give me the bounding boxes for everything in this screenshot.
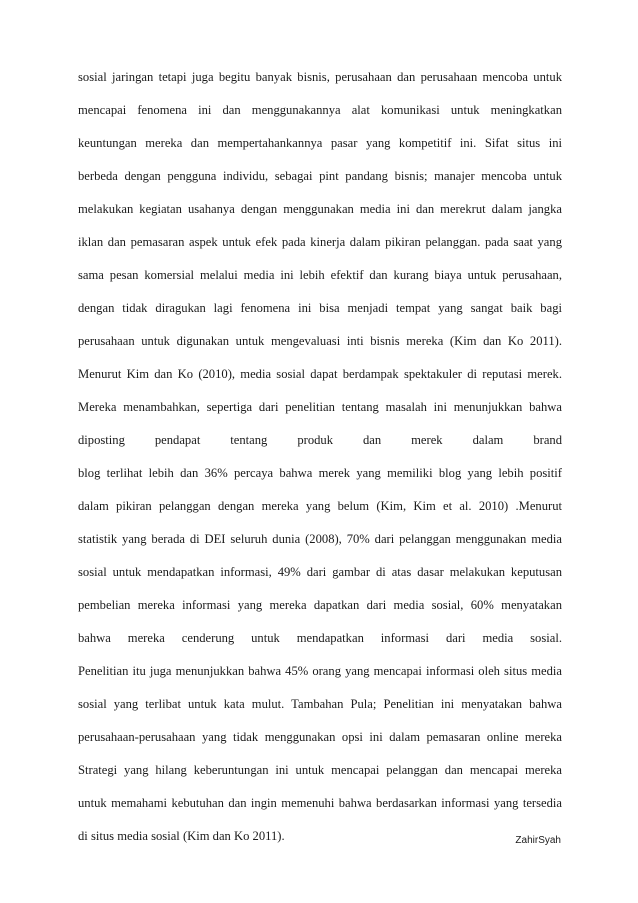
text-line: Menurut Kim dan Ko (2010), media sosial dapat berdampak spektakuler di reputasi merek. <box>78 367 562 381</box>
text-line: bahwa mereka cenderung untuk mendapatkan informasi dari media sosial. <box>78 631 562 645</box>
text-line: pembelian mereka informasi yang mereka dapatkan dari media sosial, 60% menyatakan <box>78 598 562 612</box>
footer-author: ZahirSyah <box>515 835 561 846</box>
text-line: berbeda dengan pengguna individu, sebagai pint pandang bisnis; manajer mencoba untuk <box>78 169 562 183</box>
text-line: dalam pikiran pelanggan dengan mereka yang belum (Kim, Kim et al. 2010) .Menurut <box>78 499 562 513</box>
text-line: statistik yang berada di DEI seluruh dunia (2008), 70% dari pelanggan menggunakan media <box>78 532 562 546</box>
text-line: sosial jaringan tetapi juga begitu banyak bisnis, perusahaan dan perusahaan mencoba untuk <box>78 70 562 84</box>
text-line: dengan tidak diragukan lagi fenomena ini bisa menjadi tempat yang sangat baik bagi <box>78 301 562 315</box>
text-line: blog terlihat lebih dan 36% percaya bahwa merek yang memiliki blog yang lebih positif <box>78 466 562 480</box>
text-line: perusahaan-perusahaan yang tidak menggunakan opsi ini dalam pemasaran online mereka <box>78 730 562 744</box>
body-paragraph <box>78 61 562 853</box>
text-line: Penelitian itu juga menunjukkan bahwa 45% orang yang mencapai informasi oleh situs media <box>78 664 562 678</box>
text-line: perusahaan untuk digunakan untuk mengevaluasi inti bisnis mereka (Kim dan Ko 2011). <box>78 334 562 348</box>
text-line: sosial yang terlibat untuk kata mulut. Tambahan Pula; Penelitian ini menyatakan bahwa <box>78 697 562 711</box>
text-line: Mereka menambahkan, sepertiga dari penelitian tentang masalah ini menunjukkan bahwa <box>78 400 562 414</box>
text-line: sosial untuk mendapatkan informasi, 49% dari gambar di atas dasar melakukan keputusan <box>78 565 562 579</box>
text-line: untuk memahami kebutuhan dan ingin memenuhi bahwa berdasarkan informasi yang tersedia <box>78 796 562 810</box>
text-line: di situs media sosial (Kim dan Ko 2011). <box>78 829 285 843</box>
text-line: Strategi yang hilang keberuntungan ini untuk mencapai pelanggan dan mencapai mereka <box>78 763 562 777</box>
text-line: keuntungan mereka dan mempertahankannya pasar yang kompetitif ini. Sifat situs ini <box>78 136 562 150</box>
text-line: diposting pendapat tentang produk dan merek dalam brand <box>78 433 562 447</box>
text-line: mencapai fenomena ini dan menggunakannya alat komunikasi untuk meningkatkan <box>78 103 562 117</box>
text-line: sama pesan komersial melalui media ini lebih efektif dan kurang biaya untuk perusahaan, <box>78 268 562 282</box>
text-line: melakukan kegiatan usahanya dengan menggunakan media ini dan merekrut dalam jangka <box>78 202 562 216</box>
text-line: iklan dan pemasaran aspek untuk efek pada kinerja dalam pikiran pelanggan. pada saat yang <box>78 235 562 249</box>
